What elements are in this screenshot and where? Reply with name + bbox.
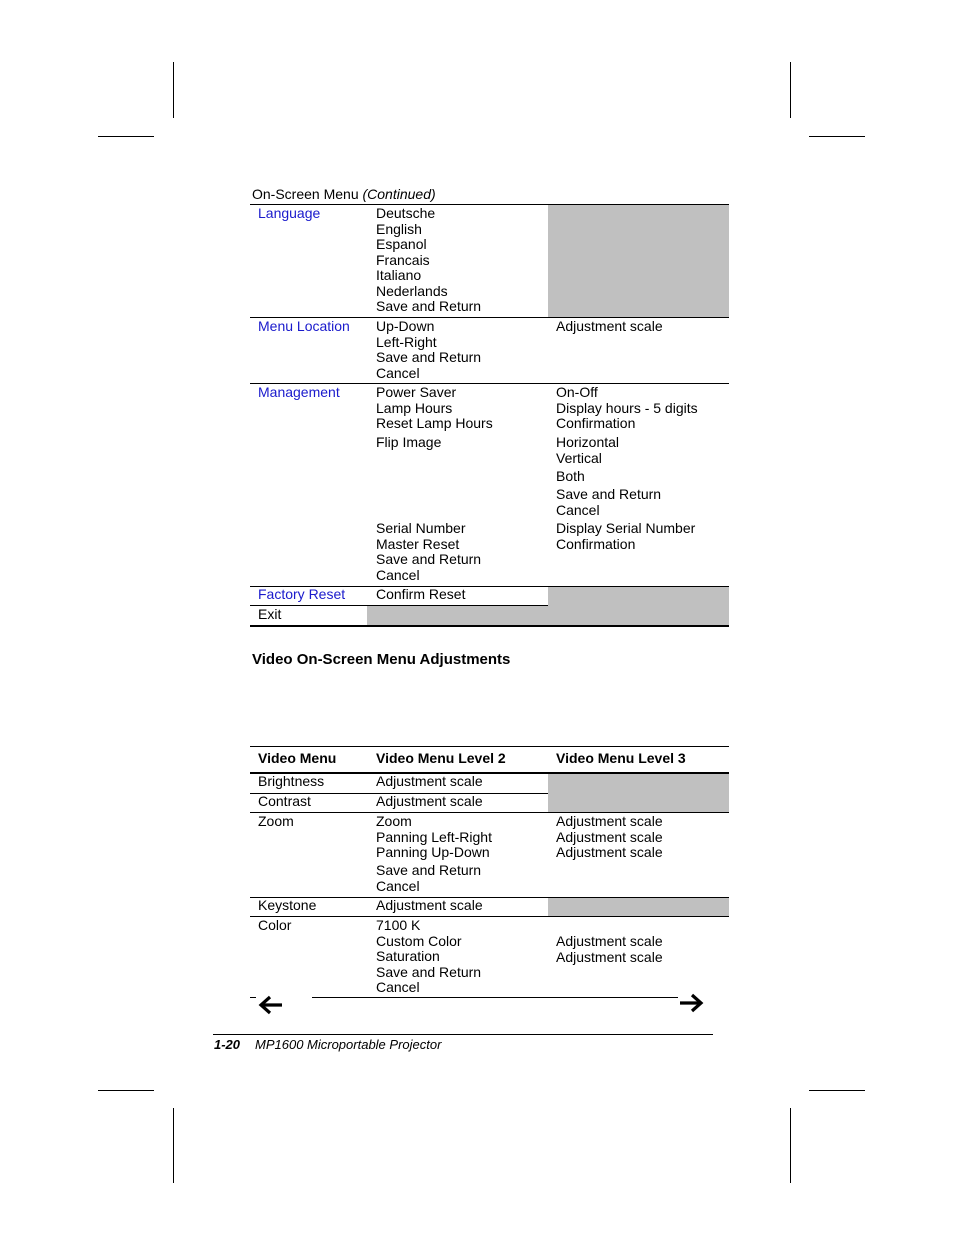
- list-item: Display hours - 5 digits: [556, 399, 698, 416]
- continuation-mark: [250, 997, 256, 998]
- crop-mark: [790, 62, 791, 118]
- list-item: Save and Return: [376, 298, 482, 314]
- column-header: Video Menu: [258, 750, 337, 766]
- list-item: Adjustment scale: [556, 813, 663, 829]
- menu-keystone: Keystone: [258, 897, 317, 913]
- list-item: Horizontal: [556, 434, 620, 450]
- list-item: Master Reset: [376, 535, 460, 552]
- column-header: Video Menu Level 2: [376, 750, 506, 766]
- caption-text: On-Screen Menu: [252, 186, 363, 202]
- table-bottom-rule: [250, 625, 729, 627]
- menu-factory-reset-link[interactable]: Factory Reset: [258, 586, 346, 602]
- list-item: Reset Lamp Hours: [376, 415, 493, 431]
- list-item: Zoom: [376, 813, 412, 829]
- management-level3-a: [556, 385, 698, 432]
- table-caption: [252, 187, 436, 203]
- empty-cell: [548, 205, 729, 317]
- caption-continued: (Continued): [362, 186, 436, 202]
- list-item: Vertical: [556, 449, 602, 466]
- empty-cell: [367, 606, 548, 625]
- menu-brightness: Brightness: [258, 773, 325, 789]
- list-item: Cancel: [376, 364, 420, 381]
- list-item: Custom Color: [376, 932, 462, 949]
- list-item: Adjustment scale: [556, 318, 663, 334]
- list-item: Nederlands: [376, 282, 448, 299]
- list-item: Adjustment scale: [556, 948, 663, 965]
- list-item: On-Off: [556, 384, 598, 400]
- crop-mark: [98, 136, 154, 137]
- management-level3-d: [556, 487, 661, 518]
- crop-mark: [173, 62, 174, 118]
- left-arrow-icon[interactable]: [258, 994, 284, 1016]
- row-divider: [250, 605, 548, 606]
- table-top-rule: [250, 746, 729, 747]
- list-item: Saturation: [376, 948, 440, 964]
- list-item: Save and Return: [376, 862, 482, 878]
- list-item: Serial Number: [376, 520, 466, 536]
- list-item: Francais: [376, 251, 430, 268]
- list-item: Italiano: [376, 267, 422, 283]
- list-item: Lamp Hours: [376, 399, 453, 416]
- right-arrow-icon[interactable]: [678, 992, 704, 1014]
- management-options-a: [376, 385, 493, 432]
- menu-contrast: Contrast: [258, 793, 311, 809]
- management-level3-e: [556, 521, 695, 552]
- section-heading: Video On-Screen Menu Adjustments: [252, 651, 511, 668]
- list-item: Confirmation: [556, 535, 636, 552]
- language-options: [376, 206, 481, 315]
- menu-management-link[interactable]: Management: [258, 384, 340, 400]
- empty-cell: [548, 898, 729, 916]
- color-options: [376, 918, 481, 996]
- list-item: Deutsche: [376, 205, 436, 221]
- list-item: 7100 K: [376, 917, 421, 933]
- zoom-options-a: [376, 814, 492, 861]
- menu-location-link[interactable]: Menu Location: [258, 318, 350, 334]
- row-divider: [250, 897, 729, 898]
- color-level3: [556, 934, 663, 965]
- list-item: Cancel: [556, 501, 600, 518]
- list-item: Save and Return: [556, 486, 662, 502]
- crop-mark: [809, 1090, 865, 1091]
- footer-title: MP1600 Microportable Projector: [255, 1037, 442, 1052]
- management-options-c: [376, 521, 481, 583]
- management-level3-b: [556, 435, 619, 466]
- menu-color: Color: [258, 917, 292, 933]
- continuation-line: [312, 997, 678, 998]
- list-item: Adjustment scale: [556, 828, 663, 845]
- zoom-options-b: [376, 863, 481, 894]
- list-item: Adjustment scale: [376, 793, 483, 809]
- list-item: Adjustment scale: [556, 933, 663, 949]
- list-item: Espanol: [376, 236, 427, 252]
- crop-mark: [809, 136, 865, 137]
- row-divider: [250, 916, 729, 917]
- zoom-level3: [556, 814, 663, 861]
- list-item: Save and Return: [376, 963, 482, 980]
- menu-exit: Exit: [258, 606, 282, 622]
- menu-location-options: [376, 319, 481, 381]
- list-item: Cancel: [376, 566, 420, 583]
- column-header: Video Menu Level 3: [556, 750, 686, 766]
- menu-language-link[interactable]: Language: [258, 205, 321, 221]
- list-item: Save and Return: [376, 551, 482, 567]
- list-item: Adjustment scale: [376, 897, 483, 913]
- empty-cell: [548, 774, 729, 812]
- crop-mark: [173, 1108, 174, 1183]
- empty-cell: [548, 587, 729, 625]
- list-item: Panning Up-Down: [376, 844, 490, 860]
- list-item: Adjustment scale: [376, 773, 483, 789]
- footer-rule: [213, 1034, 713, 1035]
- list-item: Cancel: [376, 877, 420, 894]
- list-item: Cancel: [376, 979, 420, 995]
- list-item: Confirm Reset: [376, 586, 466, 602]
- list-item: Display Serial Number: [556, 520, 696, 536]
- list-item: Power Saver: [376, 384, 457, 400]
- list-item: Adjustment scale: [556, 844, 663, 860]
- page-number: 1-20: [214, 1037, 241, 1052]
- list-item: Save and Return: [376, 349, 482, 365]
- list-item: Left-Right: [376, 333, 437, 350]
- list-item: Flip Image: [376, 434, 442, 450]
- list-item: Both: [556, 468, 585, 484]
- list-item: Up-Down: [376, 318, 435, 334]
- list-item: Confirmation: [556, 415, 636, 431]
- list-item: Panning Left-Right: [376, 828, 492, 845]
- list-item: English: [376, 220, 422, 237]
- crop-mark: [790, 1108, 791, 1183]
- menu-zoom: Zoom: [258, 813, 294, 829]
- crop-mark: [98, 1090, 154, 1091]
